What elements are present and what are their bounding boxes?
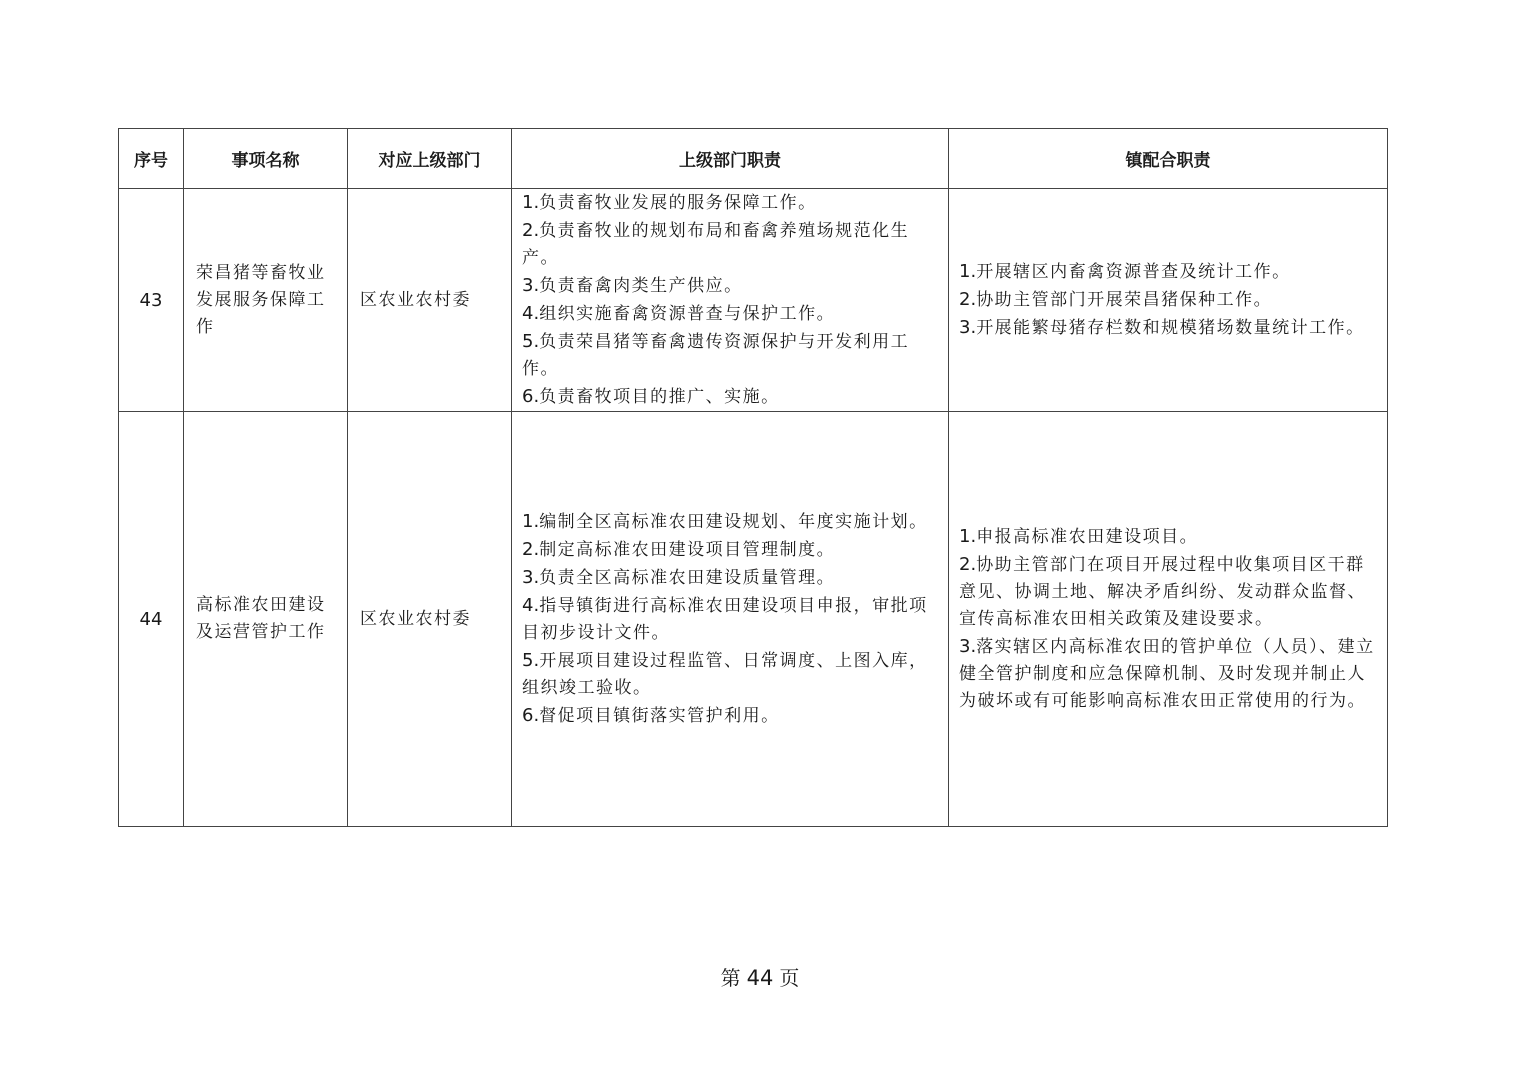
- town-duties: [949, 412, 1388, 827]
- duty-item: [522, 300, 940, 328]
- duty-item: [522, 592, 940, 647]
- duty-text: 负责全区高标准农田建设质量管理。: [539, 568, 836, 588]
- duty-number: 4.: [522, 595, 540, 616]
- row-number: 43: [119, 189, 184, 412]
- superior-duties: [512, 412, 949, 827]
- superior-duties: [512, 189, 949, 412]
- duty-item: [522, 272, 940, 300]
- item-name: 高标准农田建设及运营管护工作: [184, 412, 348, 827]
- duty-number: 5.: [522, 650, 540, 671]
- town-duties: [949, 189, 1388, 412]
- duty-table: [118, 128, 1388, 827]
- duty-text: 编制全区高标准农田建设规划、年度实施计划。: [539, 512, 928, 532]
- header-row: [119, 129, 1388, 189]
- duty-number: 6.: [522, 386, 540, 407]
- header-superior-duties: 上级部门职责: [512, 129, 949, 189]
- duty-item: [522, 328, 940, 383]
- duty-number: 1.: [959, 261, 977, 282]
- duty-item: [522, 508, 940, 536]
- duty-text: 负责荣昌猪等畜禽遗传资源保护与开发利用工作。: [522, 332, 910, 379]
- page-prefix: 第: [720, 966, 741, 990]
- duty-text: 申报高标准农田建设项目。: [976, 527, 1199, 547]
- town-duty-item: [959, 258, 1379, 286]
- duty-text: 负责畜牧业的规划布局和畜禽养殖场规范化生产。: [522, 221, 910, 268]
- page-suffix: 页: [779, 966, 800, 990]
- item-name: 荣昌猪等畜牧业发展服务保障工作: [184, 189, 348, 412]
- duty-text: 开展辖区内畜禽资源普查及统计工作。: [976, 262, 1291, 282]
- table-row: [119, 412, 1388, 827]
- duty-text: 负责畜牧项目的推广、实施。: [539, 387, 780, 407]
- duty-item: [522, 564, 940, 592]
- duty-item: [522, 536, 940, 564]
- duty-text: 组织实施畜禽资源普查与保护工作。: [539, 304, 836, 324]
- page-number-footer: [0, 962, 1520, 991]
- duty-item: [522, 702, 940, 730]
- town-duty-item: [959, 523, 1379, 551]
- duty-text: 督促项目镇街落实管护利用。: [539, 706, 780, 726]
- town-duty-item: [959, 551, 1379, 633]
- town-duty-item: [959, 314, 1379, 342]
- header-town-duties: 镇配合职责: [949, 129, 1388, 189]
- duty-item: [522, 189, 940, 217]
- duty-number: 2.: [522, 539, 540, 560]
- duty-number: 3.: [959, 317, 977, 338]
- town-duty-item: [959, 633, 1379, 715]
- duty-text: 制定高标准农田建设项目管理制度。: [539, 540, 836, 560]
- duty-text: 开展项目建设过程监管、日常调度、上图入库，组织竣工验收。: [522, 651, 928, 698]
- duty-number: 2.: [959, 554, 977, 575]
- duty-text: 落实辖区内高标准农田的管护单位（人员）、建立健全管护制度和应急保障机制、及时发现并制止人为破坏或有可能影响高标准农田正常使用的行为。: [959, 637, 1375, 711]
- duty-number: 3.: [522, 275, 540, 296]
- duty-number: 5.: [522, 331, 540, 352]
- superior-dept: 区农业农村委: [348, 412, 512, 827]
- duty-text: 协助主管部门开展荣昌猪保种工作。: [976, 290, 1273, 310]
- header-item-name: 事项名称: [184, 129, 348, 189]
- duty-item: [522, 383, 940, 411]
- duty-number: 3.: [522, 567, 540, 588]
- duty-number: 2.: [959, 289, 977, 310]
- duty-text: 协助主管部门在项目开展过程中收集项目区干群意见、协调土地、解决矛盾纠纷、发动群众监督、宣传高标准农田相关政策及建设要求。: [959, 555, 1366, 629]
- duty-number: 2.: [522, 220, 540, 241]
- table-row: [119, 189, 1388, 412]
- duty-number: 1.: [522, 192, 540, 213]
- duty-text: 负责畜禽肉类生产供应。: [539, 276, 743, 296]
- duty-text: 指导镇街进行高标准农田建设项目申报，审批项目初步设计文件。: [522, 596, 928, 643]
- duty-number: 1.: [522, 511, 540, 532]
- duty-text: 负责畜牧业发展的服务保障工作。: [539, 193, 817, 213]
- town-duty-item: [959, 286, 1379, 314]
- page-number: 44: [746, 966, 774, 990]
- row-number: 44: [119, 412, 184, 827]
- duty-text: 开展能繁母猪存栏数和规模猪场数量统计工作。: [976, 318, 1365, 338]
- duty-number: 4.: [522, 303, 540, 324]
- duty-item: [522, 647, 940, 702]
- header-no: 序号: [119, 129, 184, 189]
- duty-number: 1.: [959, 526, 977, 547]
- superior-dept: 区农业农村委: [348, 189, 512, 412]
- duty-number: 3.: [959, 636, 977, 657]
- duty-item: [522, 217, 940, 272]
- duty-number: 6.: [522, 705, 540, 726]
- header-superior-dept: 对应上级部门: [348, 129, 512, 189]
